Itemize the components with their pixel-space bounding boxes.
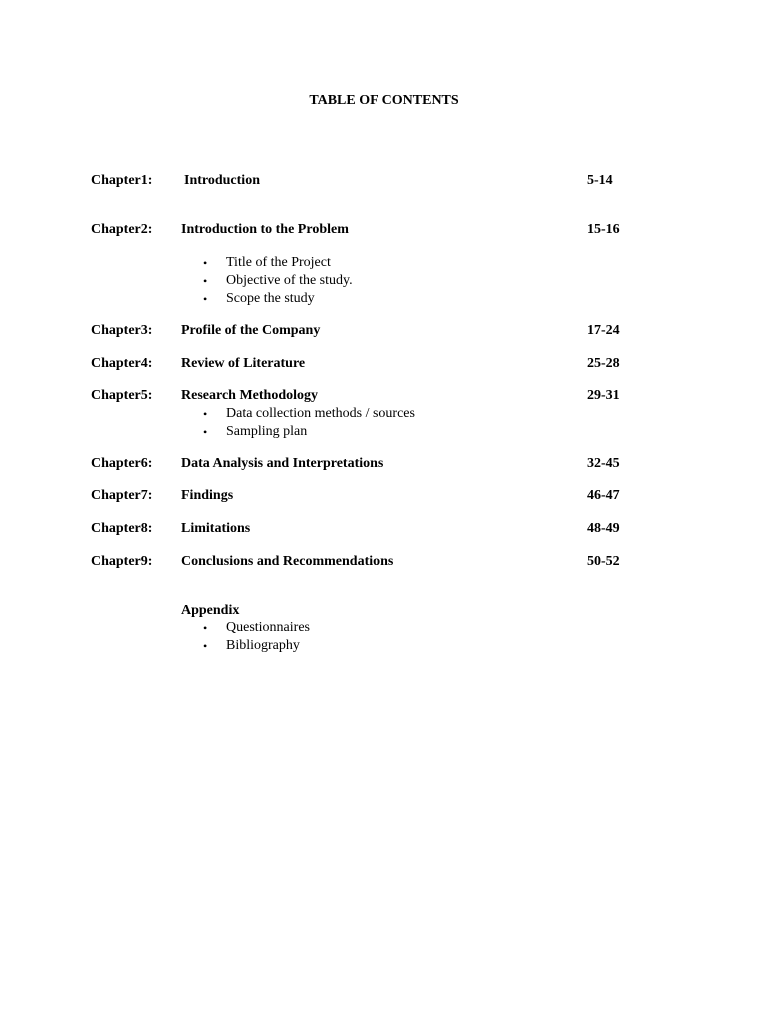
- bullet-icon: •: [203, 274, 208, 288]
- chapter-pages: 50-52: [587, 554, 620, 569]
- bullet-icon: •: [203, 292, 208, 306]
- chapter2-subitems: [200, 254, 353, 308]
- toc-row-chapter5: [91, 388, 651, 406]
- page-title: TABLE OF CONTENTS: [309, 93, 459, 108]
- bullet-icon: •: [203, 256, 208, 270]
- chapter-pages: 15-16: [587, 222, 620, 237]
- chapter-pages: 29-31: [587, 388, 620, 403]
- toc-row-chapter7: [91, 488, 651, 506]
- chapter-title: Introduction to the Problem: [181, 222, 349, 237]
- toc-row-chapter8: [91, 521, 651, 539]
- list-item: [200, 637, 310, 655]
- list-item-text: Sampling plan: [226, 424, 308, 439]
- appendix-heading: Appendix: [181, 603, 240, 618]
- chapter5-subitems: [200, 405, 415, 441]
- chapter-pages: 25-28: [587, 356, 620, 371]
- list-item-text: Bibliography: [226, 638, 300, 653]
- list-item: [200, 290, 353, 308]
- chapter-label: Chapter9:: [91, 554, 153, 569]
- chapter-title: Conclusions and Recommendations: [181, 554, 394, 569]
- chapter-label: Chapter3:: [91, 323, 153, 338]
- bullet-icon: •: [203, 621, 208, 635]
- list-item-text: Data collection methods / sources: [226, 406, 415, 421]
- chapter-pages: 46-47: [587, 488, 620, 503]
- toc-row-chapter3: [91, 323, 651, 341]
- list-item-text: Title of the Project: [226, 255, 331, 270]
- toc-row-chapter9: [91, 554, 651, 572]
- bullet-icon: •: [203, 407, 208, 421]
- bullet-icon: •: [203, 639, 208, 653]
- chapter-label: Chapter2:: [91, 222, 153, 237]
- chapter-label: Chapter6:: [91, 456, 153, 471]
- chapter-title: Introduction: [184, 173, 260, 188]
- list-item: [200, 423, 415, 441]
- chapter-label: Chapter4:: [91, 356, 153, 371]
- list-item: [200, 619, 310, 637]
- toc-row-chapter2: [91, 222, 651, 240]
- list-item: [200, 254, 353, 272]
- list-item: [200, 405, 415, 423]
- toc-row-chapter6: [91, 456, 651, 474]
- chapter-pages: 5-14: [587, 173, 613, 188]
- chapter-pages: 32-45: [587, 456, 620, 471]
- list-item-text: Questionnaires: [226, 620, 310, 635]
- toc-row-chapter4: [91, 356, 651, 374]
- chapter-title: Profile of the Company: [181, 323, 321, 338]
- list-item-text: Scope the study: [226, 291, 315, 306]
- appendix-items: [200, 619, 310, 655]
- chapter-label: Chapter7:: [91, 488, 153, 503]
- chapter-title: Review of Literature: [181, 356, 306, 371]
- list-item-text: Objective of the study.: [226, 273, 353, 288]
- chapter-label: Chapter1:: [91, 173, 153, 188]
- chapter-pages: 17-24: [587, 323, 620, 338]
- chapter-title: Findings: [181, 488, 234, 503]
- chapter-title: Research Methodology: [181, 388, 318, 403]
- chapter-pages: 48-49: [587, 521, 620, 536]
- list-item: [200, 272, 353, 290]
- bullet-icon: •: [203, 425, 208, 439]
- chapter-label: Chapter8:: [91, 521, 153, 536]
- chapter-title: Limitations: [181, 521, 251, 536]
- chapter-title: Data Analysis and Interpretations: [181, 456, 384, 471]
- toc-row-chapter1: [91, 173, 651, 191]
- chapter-label: Chapter5:: [91, 388, 153, 403]
